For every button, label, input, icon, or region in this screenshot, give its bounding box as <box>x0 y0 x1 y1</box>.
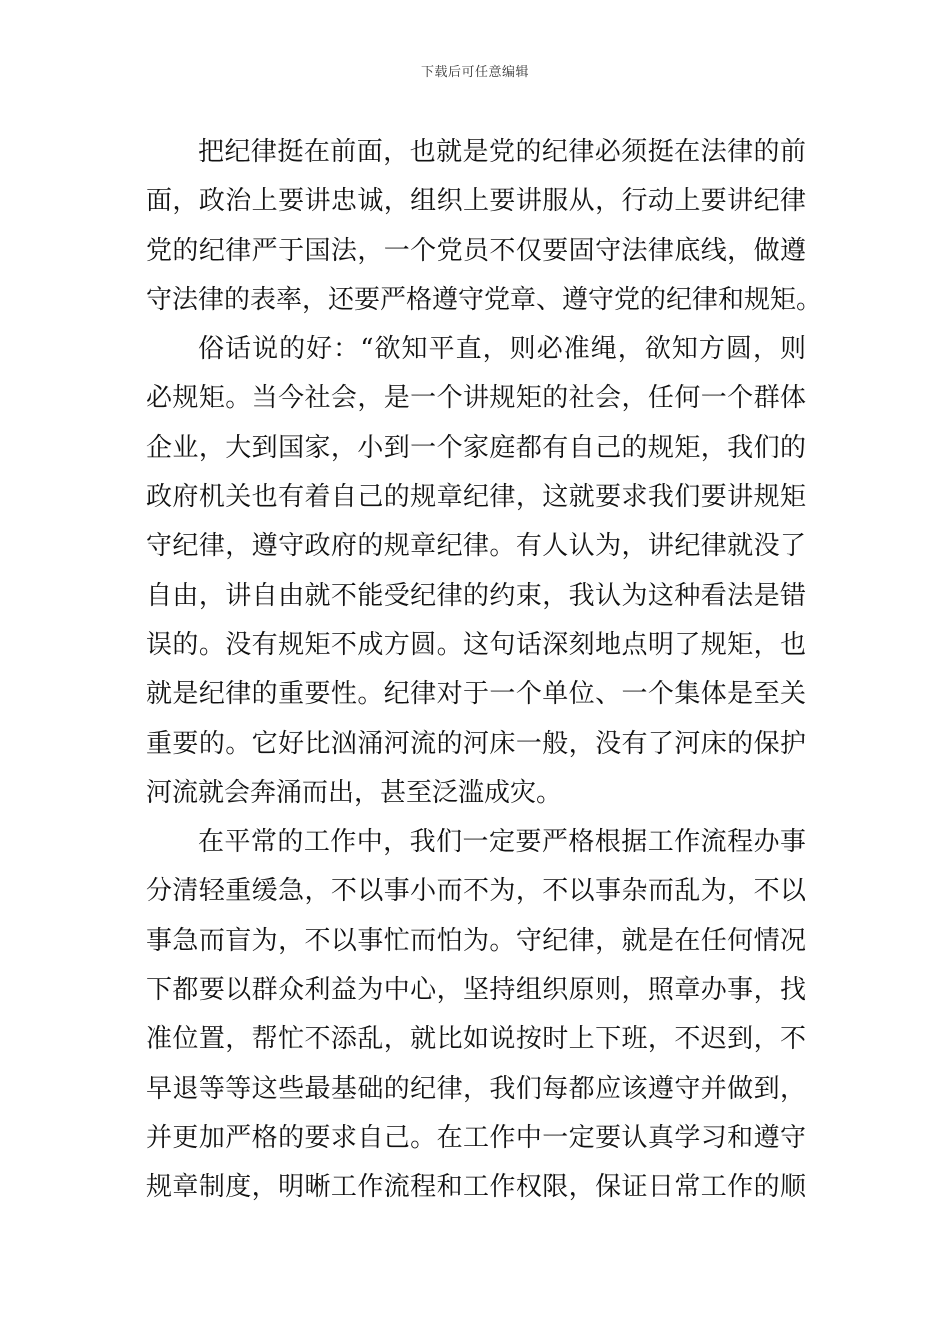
paragraph-2-line-5: 守纪律，遵守政府的规章纪律。有人认为，讲纪律就没了 <box>146 531 806 562</box>
document-body <box>146 128 823 1213</box>
paragraph-2-line-7: 误的。没有规矩不成方圆。这句话深刻地点明了规矩，也 <box>146 629 806 660</box>
paragraph-3-line-6: 早退等等这些最基础的纪律，我们每都应该遵守并做到， <box>146 1073 806 1104</box>
paragraph-2-line-8: 就是纪律的重要性。纪律对于一个单位、一个集体是至关 <box>146 679 806 710</box>
paragraph-1-line-4: 守法律的表率，还要严格遵守党章、遵守党的纪律和规矩。 <box>146 284 823 315</box>
paragraph-3-line-2: 分清轻重缓急，不以事小而不为，不以事杂而乱为，不以 <box>146 876 806 907</box>
paragraph-3-line-7: 并更加严格的要求自己。在工作中一定要认真学习和遵守 <box>146 1122 806 1153</box>
paragraph-2-line-2: 必规矩。当今社会，是一个讲规矩的社会，任何一个群体 <box>146 383 806 414</box>
paragraph-2-line-6: 自由，讲自由就不能受纪律的约束，我认为这种看法是错 <box>146 580 806 611</box>
paragraph-2-line-10: 河流就会奔涌而出，甚至泛滥成灾。 <box>146 777 563 808</box>
paragraph-2-line-1: 俗话说的好：“欲知平直，则必准绳，欲知方圆，则 <box>198 334 806 365</box>
paragraph-2-line-3: 企业，大到国家，小到一个家庭都有自己的规矩，我们的 <box>146 432 806 463</box>
paragraph-2-line-4: 政府机关也有着自己的规章纪律，这就要求我们要讲规矩 <box>146 482 806 513</box>
paragraph-1-line-3: 党的纪律严于国法，一个党员不仅要固守法律底线，做遵 <box>146 235 806 266</box>
paragraph-2-line-9: 重要的。它好比汹涌河流的河床一般，没有了河床的保护 <box>146 728 806 759</box>
paragraph-1-line-2: 面，政治上要讲忠诚，组织上要讲服从，行动上要讲纪律 <box>146 186 806 217</box>
paragraph-3-line-1: 在平常的工作中，我们一定要严格根据工作流程办事 <box>198 827 806 858</box>
paragraph-1-line-1: 把纪律挺在前面，也就是党的纪律必须挺在法律的前 <box>198 137 806 167</box>
paragraph-3-line-4: 下都要以群众利益为中心，坚持组织原则，照章办事，找 <box>146 975 806 1006</box>
page-header: 下载后可任意编辑 <box>420 65 529 80</box>
paragraph-3-line-8: 规章制度，明晰工作流程和工作权限，保证日常工作的顺 <box>146 1172 806 1203</box>
paragraph-3-line-3: 事急而盲为，不以事忙而怕为。守纪律，就是在任何情况 <box>146 925 806 956</box>
paragraph-3-line-5: 准位置，帮忙不添乱，就比如说按时上下班，不迟到，不 <box>146 1024 806 1055</box>
